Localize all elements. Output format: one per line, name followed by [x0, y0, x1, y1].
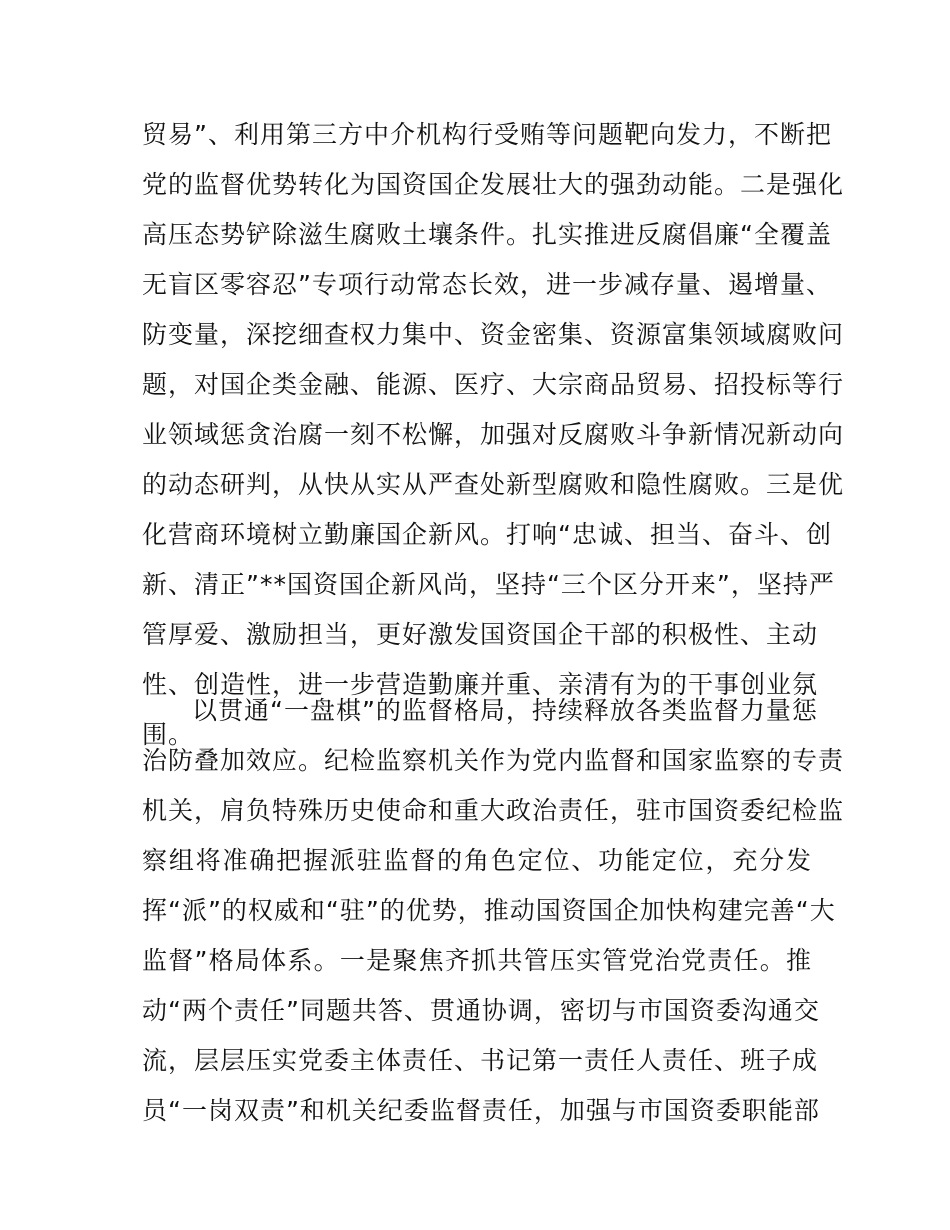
paragraph-line: 高压态势铲除滋生腐败土壤条件。扎实推进反腐倡廉“全覆盖 — [142, 220, 832, 249]
paragraph-line: 围。 — [142, 720, 195, 749]
paragraph-line: 动“两个责任”同题共答、贯通协调，密切与市国资委沟通交 — [142, 996, 820, 1025]
paragraph-line: 察组将准确把握派驻监督的角色定位、功能定位，充分发 — [142, 846, 812, 875]
paragraph-line: 性、创造性，进一步营造勤廉并重、亲清有为的干事创业氛 — [142, 670, 819, 699]
paragraph-line: 贸易”、利用第三方中介机构行受贿等问题靶向发力，不断把 — [142, 120, 832, 149]
paragraph-line: 管厚爱、激励担当，更好激发国资国企干部的积极性、主动 — [142, 620, 819, 649]
paragraph-line: 业领域惩贪治腐一刻不松懈，加强对反腐败斗争新情况新动向 — [142, 420, 845, 449]
paragraph-line: 监督”格局体系。一是聚焦齐抓共管压实管党治党责任。推 — [142, 946, 812, 975]
paragraph-line: 以贯通“一盘棋”的监督格局，持续释放各类监督力量惩 — [192, 696, 818, 725]
paragraph-line: 治防叠加效应。纪检监察机关作为党内监督和国家监察的专责 — [142, 746, 845, 775]
paragraph-line: 无盲区零容忍”专项行动常态长效，进一步减存量、遏增量、 — [142, 270, 832, 299]
paragraph-line: 流，层层压实党委主体责任、书记第一责任人责任、班子成 — [142, 1046, 819, 1075]
paragraph-line: 新、清正”**国资国企新风尚，坚持“三个区分开来”，坚持严 — [142, 570, 835, 599]
paragraph-line: 题，对国企类金融、能源、医疗、大宗商品贸易、招投标等行 — [142, 370, 845, 399]
paragraph-line: 机关，肩负特殊历史使命和重大政治责任，驻市国资委纪检监 — [142, 796, 845, 825]
paragraph-line: 挥“派”的权威和“驻”的优势，推动国资国企加快构建完善“大 — [142, 896, 836, 925]
paragraph-line: 员“一岗双责”和机关纪委监督责任，加强与市国资委职能部 — [142, 1096, 820, 1125]
paragraph-line: 的动态研判，从快从实从严查处新型腐败和隐性腐败。三是优 — [142, 470, 845, 499]
paragraph-line: 化营商环境树立勤廉国企新风。打响“忠诚、担当、奋斗、创 — [142, 520, 832, 549]
paragraph-line: 防变量，深挖细查权力集中、资金密集、资源富集领域腐败问 — [142, 320, 845, 349]
paragraph-line: 党的监督优势转化为国资国企发展壮大的强劲动能。二是强化 — [142, 170, 845, 199]
